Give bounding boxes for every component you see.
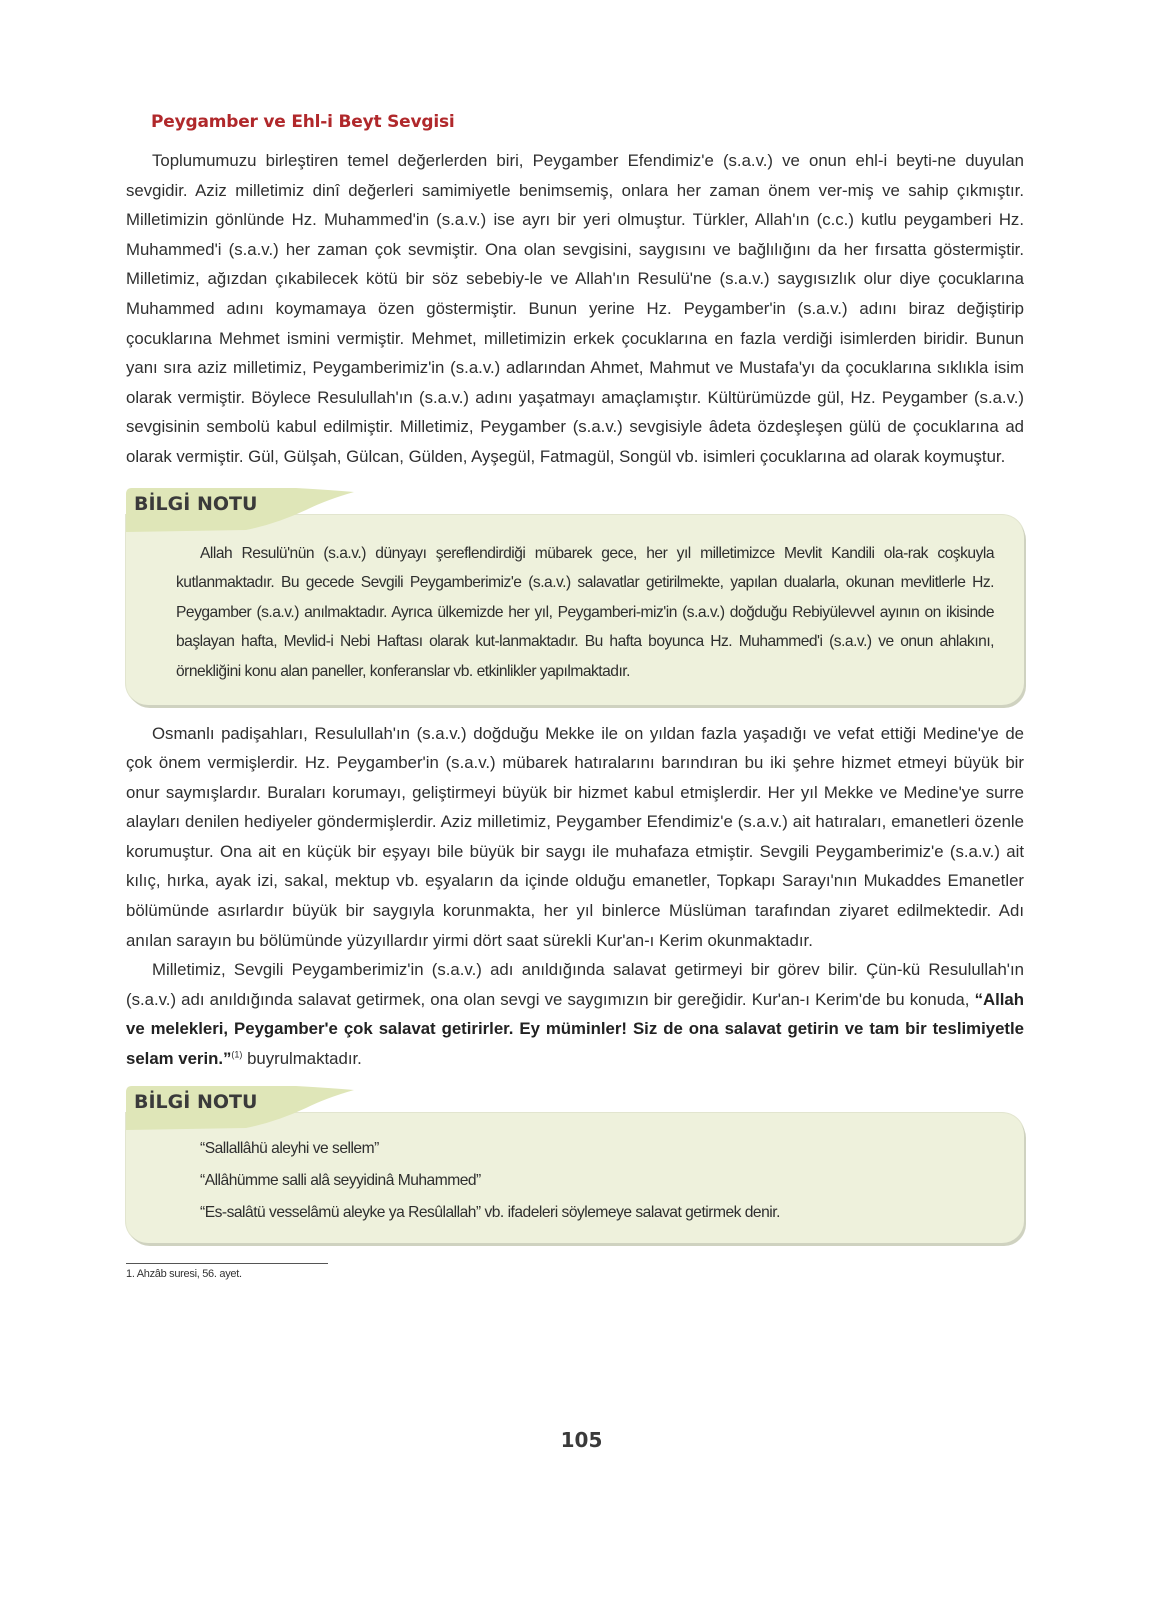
paragraph-1: Toplumumuzu birleştiren temel değerlerden biri, Peygamber Efendimiz'e (s.a.v.) ve onun ehl-i beyti-ne duyulan sevgidir. Aziz milletimiz dinî değerleri samimiyetle benimsemiş, onlara her zaman önem ver-miş ve sahip çıkmıştır. Milletimizin gönlünde Hz. Muhammed'in (s.a.v.) ise ayrı bir yeri olmuştur. Türkler, Allah'ın (c.c.) kutlu peygamberi Hz. Muhammed'i (s.a.v.) her zaman çok sevmiştir. Ona olan sevgisini, saygısını ve bağlılığını da her fırsatta göstermiştir. Milletimiz, ağızdan çıkabilecek kötü bir söz sebebiy-le ve Allah'ın Resulü'ne (s.a.v.) saygısızlık olur diye çocuklarına Muhammed adını koymamaya özen göstermiştir. Bunun yerine Hz. Peygamber'in (s.a.v.) adını biraz değiştirip çocuklarına Mehmet ismini vermiştir. Mehmet, milletimizin erkek çocuklarına en fazla verdiği isimlerden biridir. Bunun yanı sıra aziz milletimiz, Peygamberimiz'in (s.a.v.) adlarından Ahmet, Mahmut ve Mustafa'yı da çocuklarına sıklıkla isim olarak vermiştir. Böylece Resulullah'ın (s.a.v.) adını yaşatmayı amaçlamıştır. Kültürümüzde gül, Hz. Peygamber (s.a.v.) sevgisinin sembolü kabul edilmiştir. Milletimiz, Peygamber (s.a.v.) sevgisiyle âdeta özdeşleşen gülü de çocuklarına ad olarak vermiştir. Gül, Gülşah, Gülcan, Gülden, Ayşegül, Fatmagül, Songül vb. isimleri çocuklarına ad olarak koymuştur. [126, 151, 1024, 466]
note-label: BİLGİ NOTU [134, 492, 258, 515]
info-note-1 [126, 488, 1024, 705]
paragraph-2: Osmanlı padişahları, Resulullah'ın (s.a.v.) doğduğu Mekke ile on yıldan fazla yaşadığı ve vefat ettiği Medine'ye de çok önem vermişlerdir. Hz. Peygamber'in (s.a.v.) mübarek hatıralarını barındıran bu iki şehre hizmet etmeyi büyük bir onur saymışlardır. Buraları korumayı, geliştirmeyi büyük bir hizmet kabul etmişlerdir. Her yıl Mekke ve Medine'ye surre alayları denilen hediyeler göndermişlerdir. Aziz milletimiz, Peygamber Efendimiz'e (s.a.v.) ait hatıraları, emanetleri özenle korumuştur. Ona ait en küçük bir eşyayı bile büyük bir saygı ile muhafaza etmiştir. Sevgili Peygamberimiz'e (s.a.v.) ait kılıç, hırka, ayak izi, sakal, mektup vb. eşyaların da içinde olduğu emanetler, Topkapı Sarayı'nın Mukaddes Emanetler bölümünde asırlardır büyük bir saygıyla korunmakta, her yıl binlerce Müslüman tarafından ziyaret edilmektedir. Adı anılan sarayın bu bölümünde yüzyıllardır yirmi dört saat sürekli Kur'an-ı Kerim okunmaktadır. [126, 723, 1024, 950]
footnote-divider [126, 1263, 328, 1264]
salavat-line: “Es-salâtü vesselâmü aleyke ya Resûlallah” vb. ifadeleri söylemeye salavat getirmek denir. [200, 1203, 780, 1221]
paragraph-3 [126, 955, 1024, 1073]
paragraph-3-end: buyrulmaktadır. [242, 1049, 362, 1069]
note-text: Allah Resulü'nün (s.a.v.) dünyayı şereflendirdiği mübarek gece, her yıl milletimizce Mevlit Kandili ola-rak coşkuyla kutlanmaktadır. Bu gecede Sevgili Peygamberimiz'e (s.a.v.) salavatlar getirilmekte, yapılan dualarla, okunan mevlitlerle Hz. Peygamber (s.a.v.) anılmaktadır. Ayrıca ülkemizde her yıl, Peygamberi-miz'in (s.a.v.) doğduğu Rebiyülevvel ayının on ikisinde başlayan hafta, Mevlid-i Nebi Haftası olarak kut-lanmaktadır. Bu hafta boyunca Hz. Muhammed'i (s.a.v.) ve onun ahlakını, örnekliğini konu alan paneller, konferanslar vb. etkinlikler yapılmaktadır. [176, 544, 994, 680]
footnote-ref[interactable]: (1) [231, 1049, 243, 1060]
page-content [126, 112, 1024, 1280]
verse-quote: “Allah ve melekleri, Peygamber'e çok salavat getirirler. Ey müminler! Siz de ona salavat getirin ve tam bir teslimiyetle selam verin.” [126, 989, 1024, 1069]
note-box [126, 515, 1024, 705]
salavat-line: “Sallallâhü aleyhi ve sellem” [200, 1139, 379, 1157]
info-note-2 [126, 1086, 1024, 1243]
page-number: 105 [560, 1428, 603, 1452]
footnote: 1. Ahzâb suresi, 56. ayet. [126, 1267, 242, 1280]
note-box [126, 1113, 1024, 1243]
salavat-line: “Allâhümme salli alâ seyyidinâ Muhammed” [200, 1171, 481, 1189]
section-title: Peygamber ve Ehl-i Beyt Sevgisi [151, 112, 455, 132]
note-label: BİLGİ NOTU [134, 1090, 258, 1113]
paragraph-3-start: Milletimiz, Sevgili Peygamberimiz'in (s.a.v.) adı anıldığında salavat getirmeyi bir görev bilir. Çün-kü Resulullah'ın (s.a.v.) adı anıldığında salavat getirmek, ona olan sevgi ve saygımızın bir gereğidir. Kur'an-ı Kerim'de bu konuda, [126, 960, 1024, 1009]
